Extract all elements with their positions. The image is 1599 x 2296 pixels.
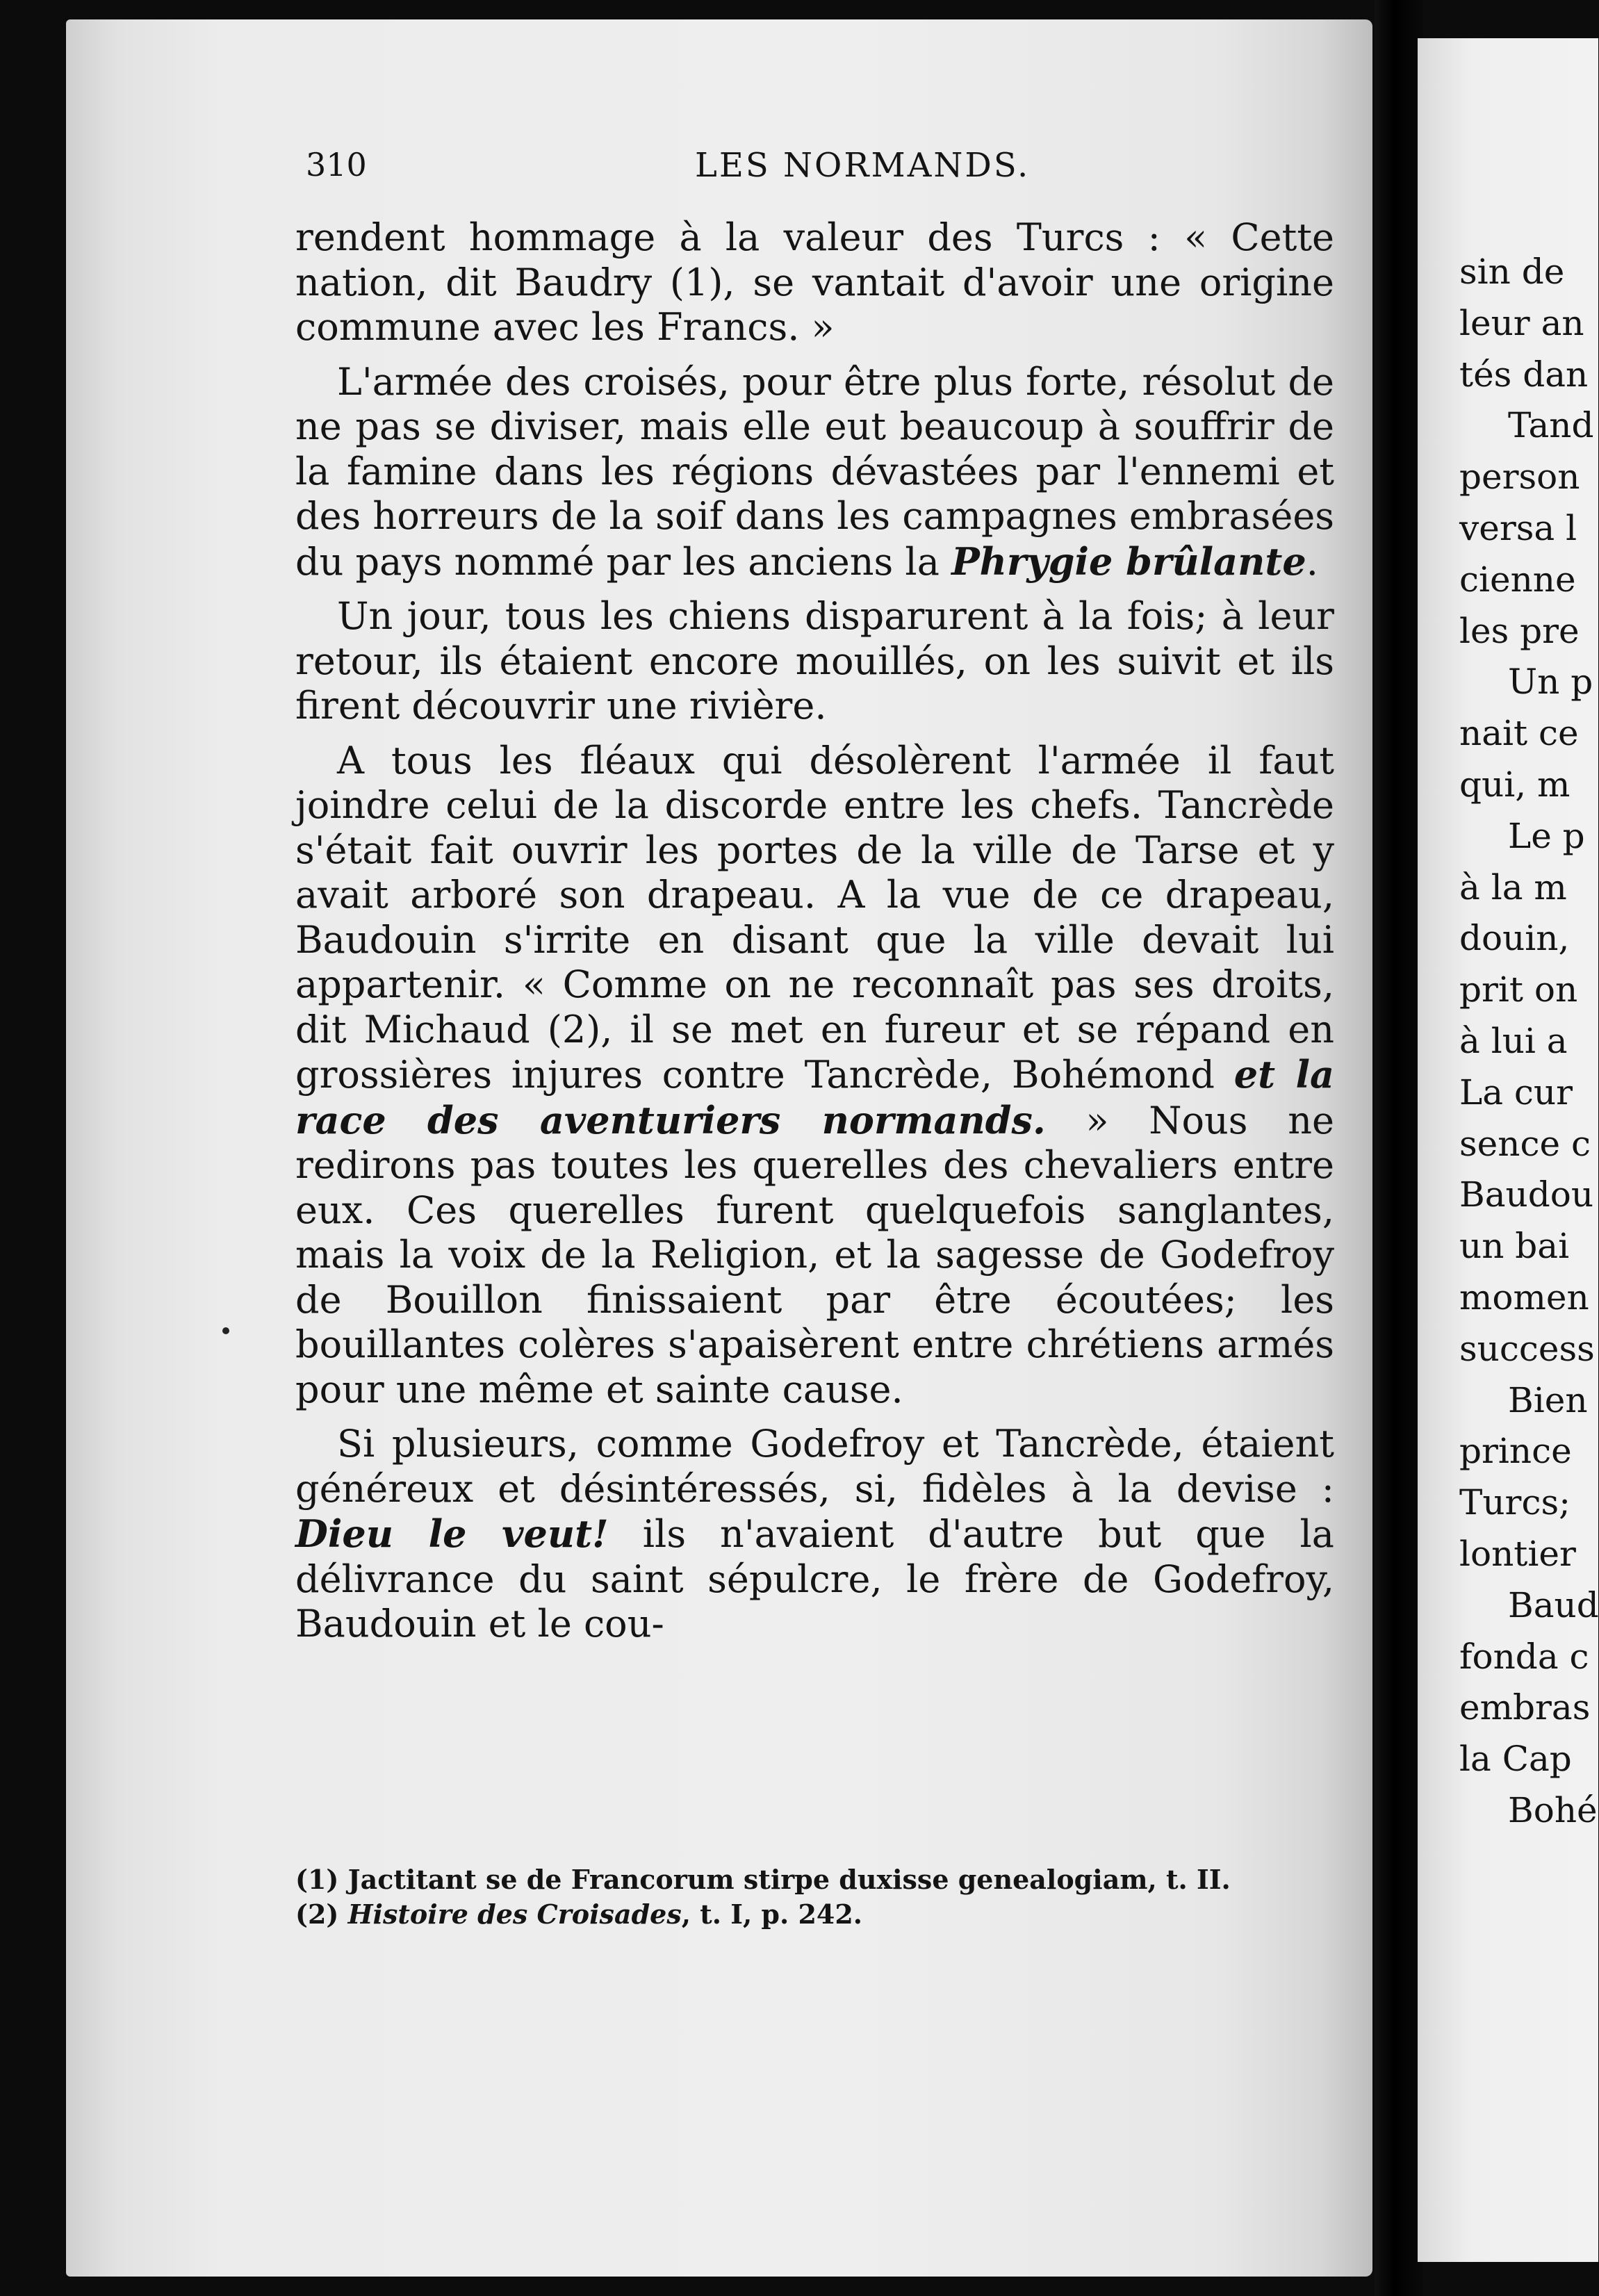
text-run: A tous les fléaux qui désolèrent l'armée il faut joindre celui de la discorde entre les chefs. Tancrède s'était fait ouvrir les portes de la ville de Tarse et y avait arboré son drapeau. A la vue de ce drapeau, Baudouin s'irrite en disant que la ville devait lui appartenir. « Comme on ne reconnaît pas ses droits, dit Michaud (2), il se met en fureur et se répand en grossières injures contre Tancrède, Bohémond: [295, 738, 1334, 1097]
body-text: [295, 215, 1334, 1657]
italic-text: et la race des aventuriers normands.: [295, 1052, 1334, 1142]
right-page-line: Le p: [1508, 815, 1585, 856]
right-page-line: Turcs;: [1459, 1482, 1571, 1523]
right-page-line: prit on: [1459, 969, 1578, 1010]
right-page-line: qui, m: [1459, 764, 1571, 805]
right-page-line: Un p: [1508, 662, 1593, 703]
right-page-line: tés dan: [1459, 354, 1589, 395]
right-page-line: fonda c: [1459, 1636, 1589, 1677]
right-page-line: momen: [1459, 1277, 1589, 1318]
italic-text: Histoire des Croisades: [347, 1899, 682, 1930]
right-page-line: sence c: [1459, 1123, 1591, 1164]
page-number: 310: [306, 146, 367, 183]
right-page-line: nait ce: [1459, 713, 1579, 754]
text-run: L'armée des croisés, pour être plus forte, résolut de ne pas se diviser, mais elle eut beaucoup à souffrir de la famine dans les régions dévastées par l'ennemi et des horreurs de la soif dans les campagnes embrasées du pays nommé par les anciens la: [295, 359, 1334, 584]
paragraph: [295, 215, 1334, 350]
right-page-line: à lui a: [1459, 1020, 1568, 1061]
text-run: (1) Jactitant se de Francorum stirpe duxisse genealogiam, t. II.: [295, 1864, 1231, 1895]
ink-speck: [222, 1327, 229, 1334]
text-run: Un jour, tous les chiens disparurent à la fois; à leur retour, ils étaient encore mouillés, on les suivit et ils firent découvrir une rivière.: [295, 594, 1334, 728]
right-page-line: la Cap: [1459, 1739, 1572, 1780]
paragraph: [295, 360, 1334, 585]
right-page-line: leur an: [1459, 302, 1584, 343]
right-page-line: à la m: [1459, 867, 1567, 908]
right-page-line: les pre: [1459, 610, 1580, 651]
italic-text: Dieu le veut!: [295, 1511, 609, 1556]
footnotes: [295, 1862, 1334, 1932]
right-page-line: Tand: [1508, 405, 1594, 446]
running-head: [306, 146, 1334, 202]
text-run: Si plusieurs, comme Godefroy et Tancrède, étaient généreux et désintéressés, si, fidèles à la devise :: [295, 1422, 1334, 1511]
paragraph: [295, 594, 1334, 729]
text-run: , t. I, p. 242.: [681, 1899, 863, 1930]
right-page-line: person: [1459, 457, 1580, 498]
right-page-line: embras: [1459, 1687, 1591, 1728]
right-page-line: cienne: [1459, 559, 1576, 600]
right-page-line: prince: [1459, 1431, 1572, 1472]
paragraph: [295, 739, 1334, 1413]
right-page-line: Bohé: [1508, 1789, 1598, 1830]
footnote: [295, 1897, 1334, 1932]
running-title: LES NORMANDS.: [695, 146, 1031, 185]
right-page-line: success: [1459, 1328, 1595, 1369]
right-page-line: Bien: [1508, 1379, 1588, 1420]
text-run: .: [1306, 539, 1318, 584]
right-page-line: sin de: [1459, 252, 1565, 292]
right-page-line: Baudou: [1459, 1174, 1594, 1215]
right-page-text: [1459, 247, 1598, 1837]
right-page-line: Baud: [1508, 1584, 1599, 1625]
book-gutter: [1375, 0, 1423, 2296]
right-page-line: lontier: [1459, 1533, 1576, 1574]
right-page-line: un bai: [1459, 1226, 1570, 1267]
right-page-line: versa l: [1459, 507, 1577, 548]
paragraph: [295, 1422, 1334, 1647]
text-run: » Nous ne redirons pas toutes les querelles des chevaliers entre eux. Ces querelles furent quelquefois sanglantes, mais la voix de la Religion, et la sagesse de Godefroy de Bouillon finissaient par être écoutées; les bouillantes colères s'apaisèrent entre chrétiens armés pour une même et sainte cause.: [295, 1098, 1334, 1411]
right-page-line: douin,: [1459, 918, 1570, 959]
text-run: ils n'avaient d'autre but que la délivrance du saint sépulcre, le frère de Godefroy, Baudouin et le cou-: [295, 1512, 1334, 1646]
footnote: [295, 1862, 1334, 1897]
text-run: (2): [295, 1899, 348, 1930]
italic-text: Phrygie brûlante: [951, 539, 1306, 584]
text-run: rendent hommage à la valeur des Turcs : « Cette nation, dit Baudry (1), se vantait d'avoir une origine commune avec les Francs. »: [295, 215, 1334, 349]
right-page-line: La cur: [1459, 1072, 1573, 1113]
